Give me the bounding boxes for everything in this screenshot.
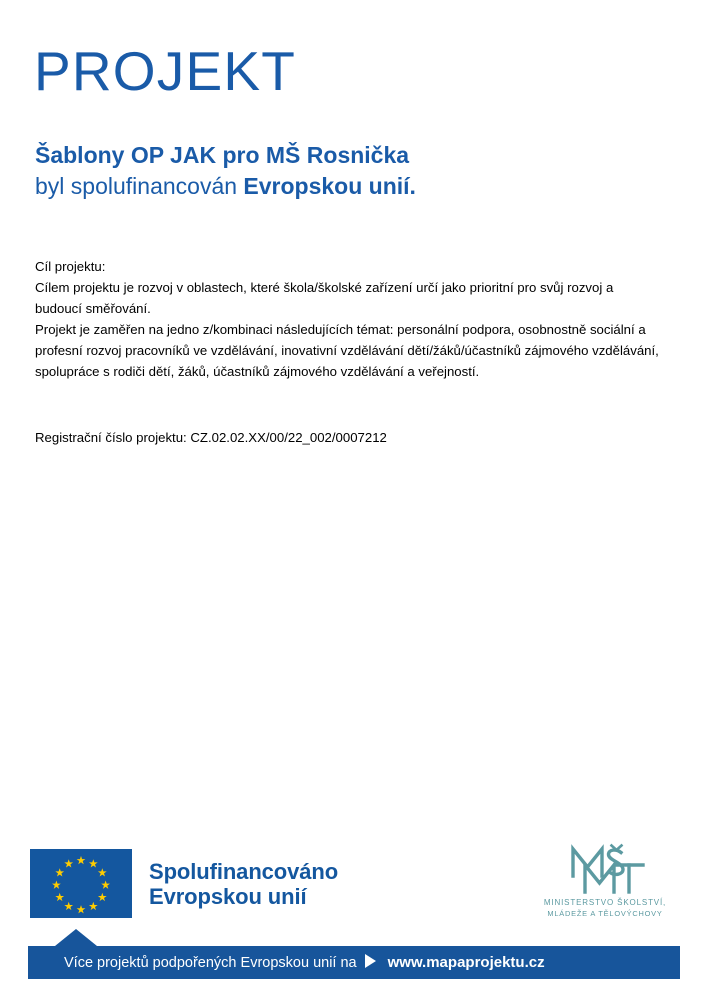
eu-logo-text (149, 859, 338, 909)
project-description (35, 256, 660, 382)
banner-notch-icon (55, 929, 97, 946)
eu-flag-icon (30, 849, 132, 918)
eu-logo-line-2: Evropskou unií (149, 883, 307, 909)
project-name-line: Šablony OP JAK pro MŠ Rosnička (35, 142, 410, 168)
funding-line-bold: Evropskou unií. (243, 173, 416, 199)
project-subtitle (35, 140, 416, 202)
banner-text: Více projektů podpořených Evropskou unií na (64, 954, 357, 971)
eu-stars-icon (30, 849, 132, 918)
goal-label: Cíl projektu: (35, 259, 106, 274)
play-arrow-icon (365, 954, 376, 971)
msmt-logo (519, 843, 691, 919)
funding-line (35, 171, 416, 202)
mapaprojektu-banner[interactable] (28, 946, 680, 979)
msmt-caption-line-1: MINISTERSTVO ŠKOLSTVÍ, (543, 898, 667, 907)
eu-cofunding-logo (30, 849, 338, 918)
msmt-caption-line-2: MLÁDEŽE A TĚLOVÝCHOVY (547, 909, 663, 918)
eu-logo-line-1: Spolufinancováno (149, 858, 339, 884)
page-title: PROJEKT (34, 40, 297, 102)
funding-line-regular: byl spolufinancován (35, 173, 244, 199)
banner-url-link[interactable]: www.mapaprojektu.cz (387, 954, 545, 971)
msmt-caption (519, 897, 691, 919)
registration-number: Registrační číslo projektu: CZ.02.02.XX/00/22_002/0007212 (35, 430, 387, 445)
themes-paragraph: Projekt je zaměřen na jedno z/kombinaci následujících témat: personální podpora, osobnostně sociální a profesní rozvoj pracovníků ve vzdělávání, inovativní vzdělávání dětí/žáků/účastníků zájmového vzdělávání, spolupráce s rodiči dětí, žáků, účastníků zájmového vzdělávání a veřejností. (35, 322, 659, 379)
msmt-monogram-icon (559, 843, 651, 895)
goal-paragraph: Cílem projektu je rozvoj v oblastech, které škola/školské zařízení určí jako prioritní pro svůj rozvoj a budoucí směřování. (35, 280, 614, 316)
